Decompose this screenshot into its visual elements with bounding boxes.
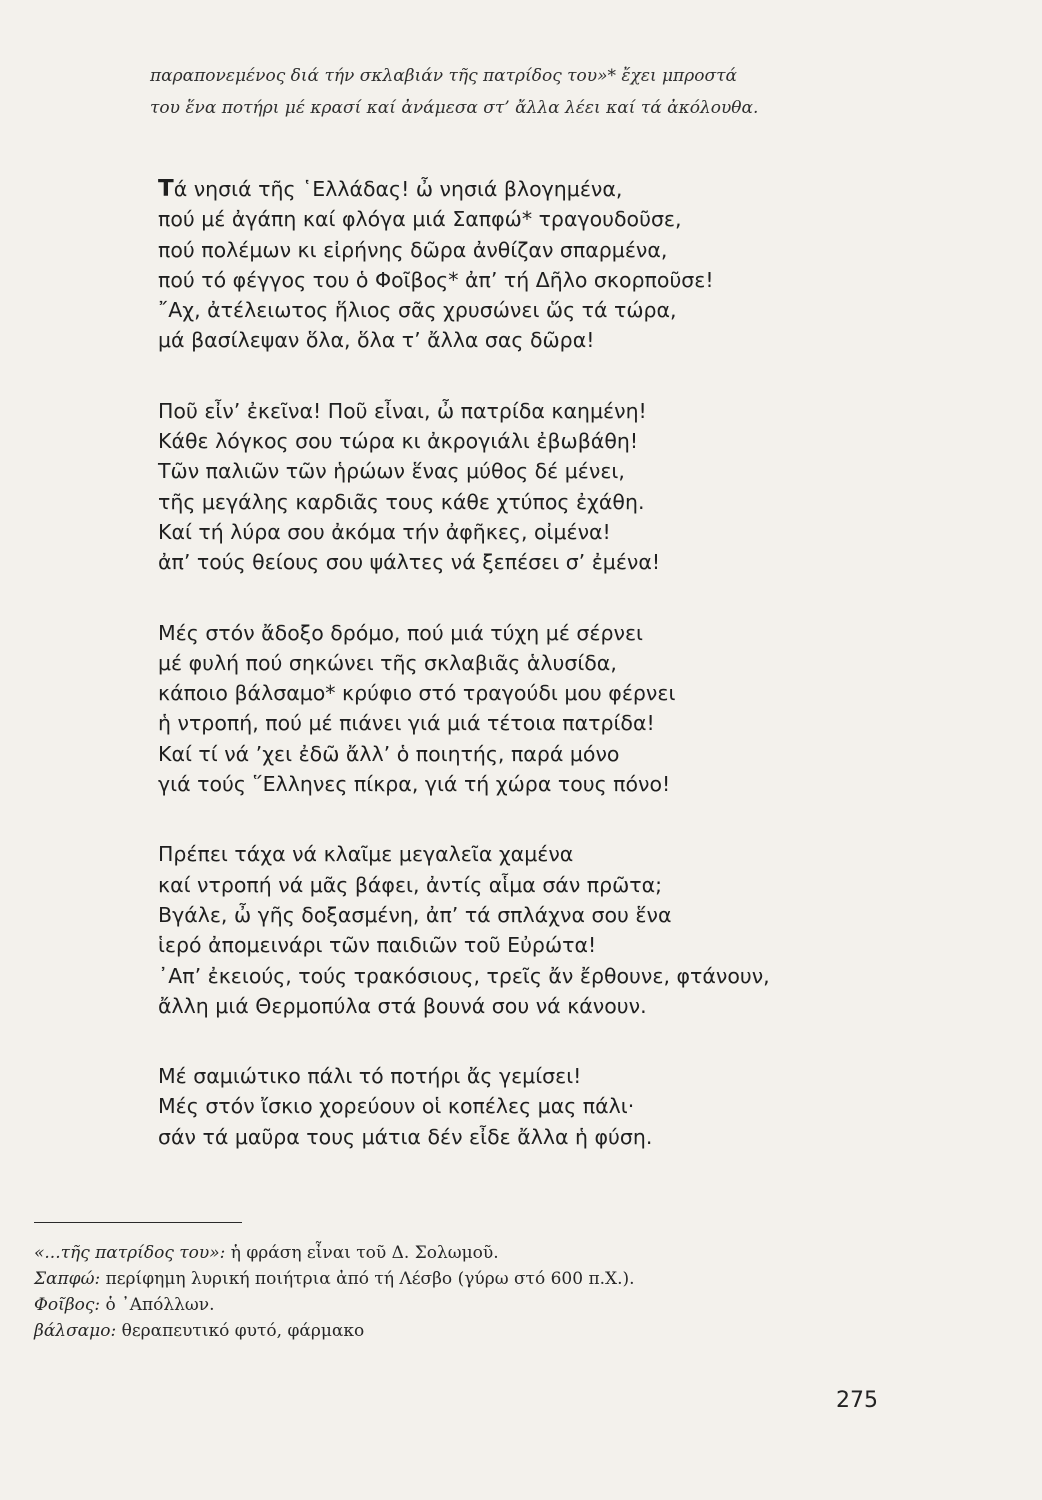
- verse-line: [158, 174, 898, 204]
- intro-line: του ἕνα ποτήρι μέ κρασί καί ἀνάμεσα στ’ ἄλλα λέει καί τά ἀκόλουθα.: [150, 98, 759, 118]
- footnote-term: «...τῆς πατρίδος του»:: [34, 1243, 226, 1263]
- verse-line: μέ φυλή πού σηκώνει τῆς σκλαβιᾶς ἁλυσίδα,: [158, 650, 617, 675]
- verse-line: πού πολέμων κι εἰρήνης δῶρα ἀνθίζαν σπαρμένα,: [158, 237, 668, 262]
- footnote: [34, 1318, 934, 1344]
- stanza-4: [158, 839, 898, 1021]
- poem: [158, 174, 898, 1192]
- footnote: [34, 1266, 934, 1292]
- verse-text: ά νησιά τῆς ῾Ελλάδας! ὦ νησιά βλογημένα,: [173, 177, 623, 201]
- verse-line: Μές στόν ἴσκιο χορεύουν οἱ κοπέλες μας πάλι·: [158, 1094, 635, 1119]
- verse-line: Βγάλε, ὦ γῆς δοξασμένη, ἀπ’ τά σπλάχνα σου ἕνα: [158, 902, 672, 927]
- footnotes: [34, 1240, 934, 1344]
- verse-line: μά βασίλεψαν ὅλα, ὅλα τ’ ἄλλα σας δῶρα!: [158, 328, 595, 353]
- footnote-text: περίφημη λυρική ποιήτρια ἀπό τή Λέσβο (γύρω στό 600 π.Χ.).: [100, 1269, 635, 1289]
- verse-line: πού μέ ἀγάπη καί φλόγα μιά Σαπφώ* τραγουδοῦσε,: [158, 207, 682, 232]
- verse-line: σάν τά μαῦρα τους μάτια δέν εἶδε ἄλλα ἡ φύση.: [158, 1124, 653, 1149]
- footnote-term: Σαπφώ:: [34, 1269, 101, 1289]
- stanza-5: [158, 1061, 898, 1152]
- verse-line: Πρέπει τάχα νά κλαῖμε μεγαλεῖα χαμένα: [158, 842, 574, 867]
- intro-line: παραπονεμένος διά τήν σκλαβιάν τῆς πατρίδος του»* ἔχει μπροστά: [150, 66, 737, 86]
- footnote: [34, 1240, 934, 1266]
- footnote-text: ὁ ᾿Απόλλων.: [100, 1295, 215, 1315]
- verse-line: ἱερό ἀπομεινάρι τῶν παιδιῶν τοῦ Εὐρώτα!: [158, 933, 597, 958]
- stanza-2: [158, 396, 898, 578]
- footnote-term: Φοῖβος:: [34, 1295, 101, 1315]
- footnote: [34, 1292, 934, 1318]
- verse-line: ῎Αχ, ἀτέλειωτος ἥλιος σᾶς χρυσώνει ὥς τά τώρα,: [158, 298, 677, 323]
- footnote-divider: [34, 1222, 242, 1223]
- verse-line: ἀπ’ τούς θείους σου ψάλτες νά ξεπέσει σ’ ἐμένα!: [158, 550, 661, 575]
- footnote-text: ἡ φράση εἶναι τοῦ Δ. Σολωμοῦ.: [225, 1243, 499, 1263]
- verse-line: γιά τούς ῞Ελληνες πίκρα, γιά τή χώρα τους πόνο!: [158, 772, 671, 797]
- verse-line: Καί τί νά ’χει ἐδῶ ἄλλ’ ὁ ποιητής, παρά μόνο: [158, 741, 620, 766]
- page-number: 275: [836, 1388, 878, 1413]
- drop-cap: Τ: [158, 176, 174, 202]
- stanza-1: [158, 174, 898, 356]
- verse-line: Κάθε λόγκος σου τώρα κι ἀκρογιάλι ἐβωβάθη!: [158, 429, 639, 454]
- verse-line: Καί τή λύρα σου ἀκόμα τήν ἀφῆκες, οἰμένα!: [158, 519, 611, 544]
- verse-line: πού τό φέγγος του ὁ Φοῖβος* ἀπ’ τή Δῆλο σκορποῦσε!: [158, 267, 714, 292]
- footnote-term: βάλσαμο:: [34, 1321, 117, 1341]
- stanza-3: [158, 618, 898, 800]
- footnote-text: θεραπευτικό φυτό, φάρμακο: [116, 1321, 365, 1341]
- verse-line: καί ντροπή νά μᾶς βάφει, ἀντίς αἷμα σάν πρῶτα;: [158, 872, 663, 897]
- verse-line: Μέ σαμιώτικο πάλι τό ποτήρι ἄς γεμίσει!: [158, 1064, 582, 1089]
- verse-line: ᾿Απ’ ἐκειούς, τούς τρακόσιους, τρεῖς ἄν ἔρθουνε, φτάνουν,: [158, 963, 770, 988]
- verse-line: ἄλλη μιά Θερμοπύλα στά βουνά σου νά κάνουν.: [158, 993, 647, 1018]
- verse-line: Τῶν παλιῶν τῶν ἡρώων ἕνας μύθος δέ μένει,: [158, 459, 625, 484]
- verse-line: ἡ ντροπή, πού μέ πιάνει γιά μιά τέτοια πατρίδα!: [158, 711, 655, 736]
- verse-line: Ποῦ εἶν’ ἐκεῖνα! Ποῦ εἶναι, ὦ πατρίδα καημένη!: [158, 398, 647, 423]
- verse-line: τῆς μεγάλης καρδιᾶς τους κάθε χτύπος ἐχάθη.: [158, 489, 645, 514]
- verse-line: κάποιο βάλσαμο* κρύφιο στό τραγούδι μου φέρνει: [158, 681, 676, 706]
- verse-line: Μές στόν ἄδοξο δρόμο, πού μιά τύχη μέ σέρνει: [158, 620, 643, 645]
- intro-text: [150, 60, 910, 124]
